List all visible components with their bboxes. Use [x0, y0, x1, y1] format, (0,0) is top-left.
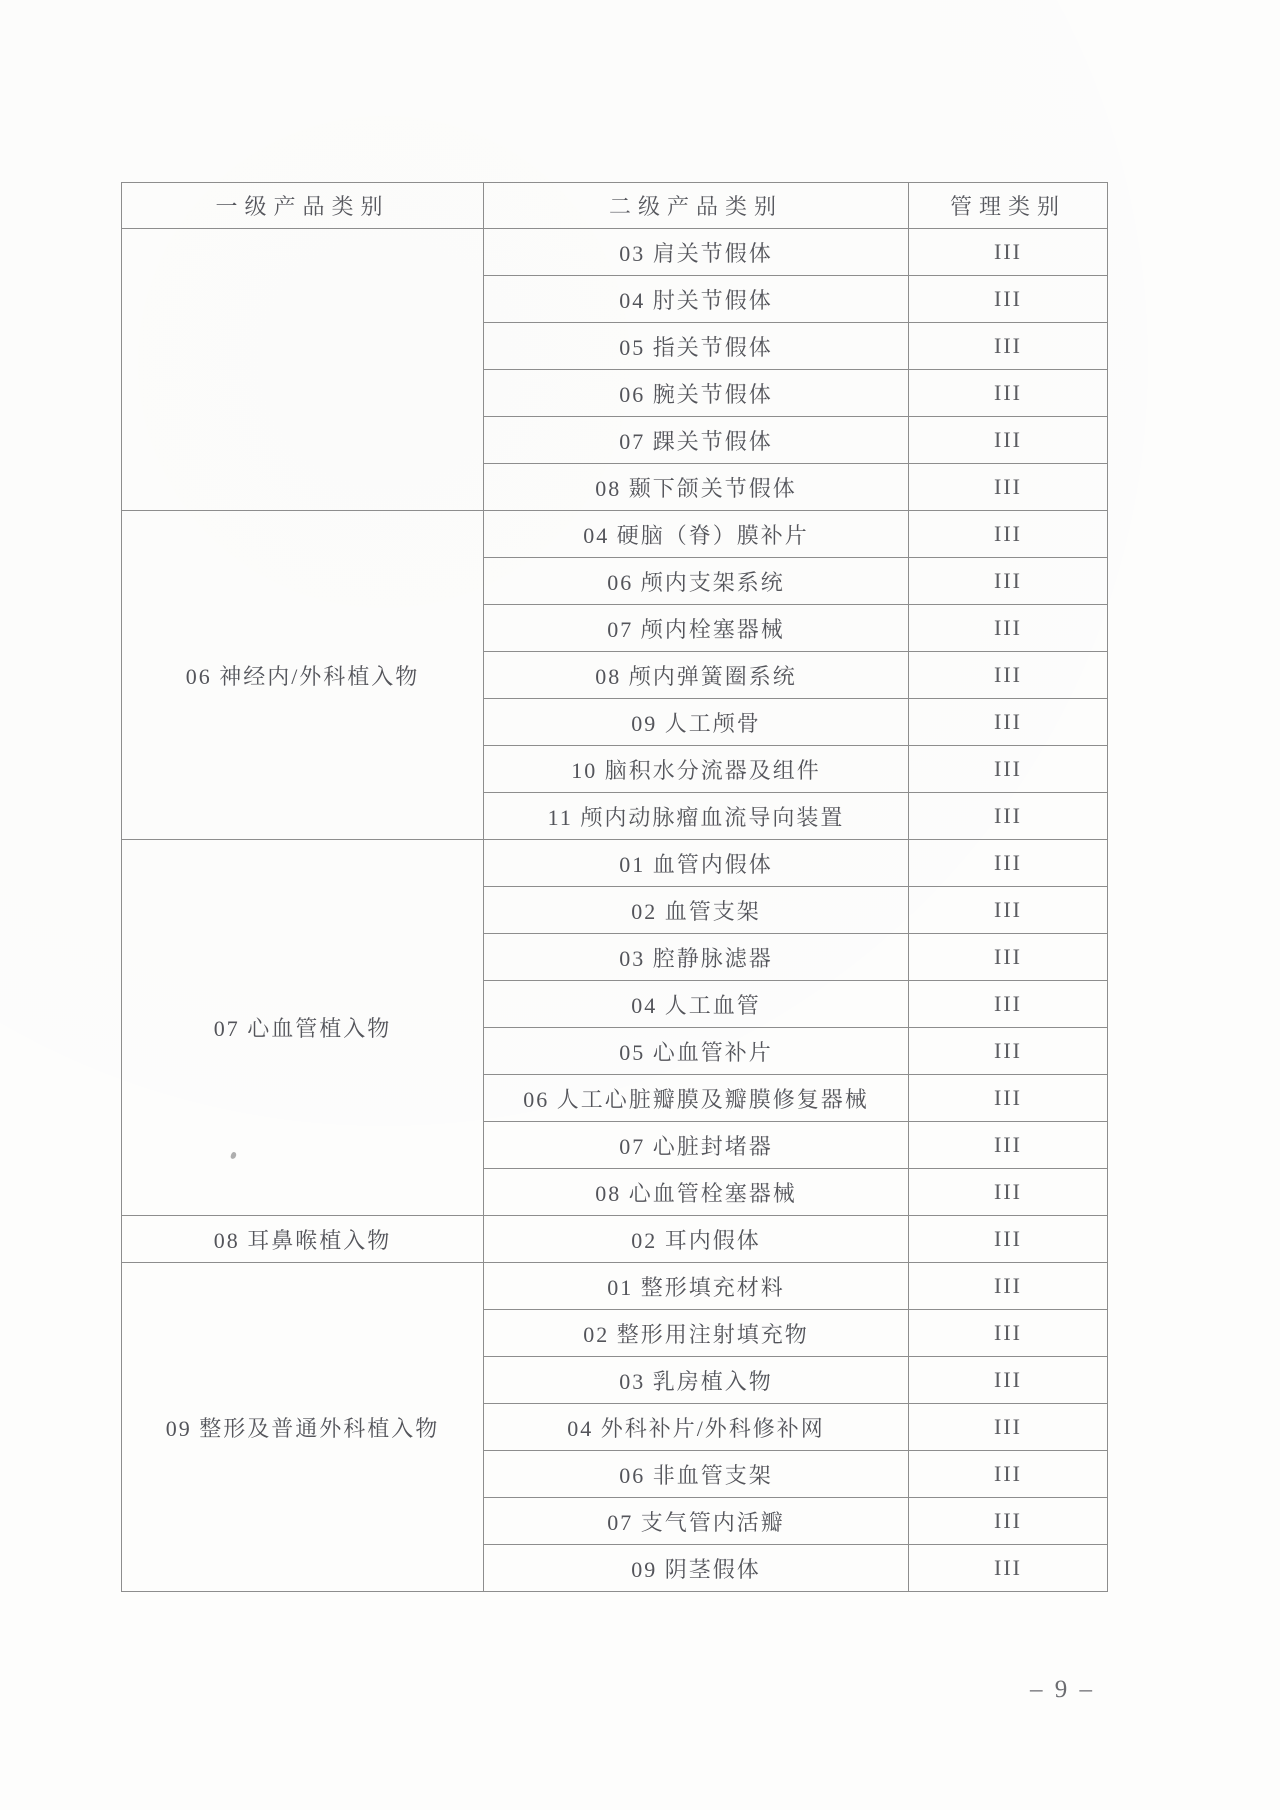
management-category-cell: III [909, 746, 1108, 793]
management-category-cell: III [909, 323, 1108, 370]
level1-category-cell [122, 229, 484, 511]
management-category-cell: III [909, 652, 1108, 699]
level2-category-cell: 06 人工心脏瓣膜及瓣膜修复器械 [484, 1075, 909, 1122]
level2-category-cell: 03 乳房植入物 [484, 1357, 909, 1404]
level1-category-cell: 08 耳鼻喉植入物 [122, 1216, 484, 1263]
level2-category-cell: 08 颞下颌关节假体 [484, 464, 909, 511]
level2-category-cell: 09 阴茎假体 [484, 1545, 909, 1592]
table-header-row [122, 183, 1108, 229]
level2-category-cell: 01 整形填充材料 [484, 1263, 909, 1310]
level2-category-cell: 04 外科补片/外科修补网 [484, 1404, 909, 1451]
level2-category-cell: 02 血管支架 [484, 887, 909, 934]
level2-category-cell: 02 耳内假体 [484, 1216, 909, 1263]
level2-category-cell: 09 人工颅骨 [484, 699, 909, 746]
header-level1-category: 一级产品类别 [122, 183, 484, 229]
management-category-cell: III [909, 1545, 1108, 1592]
management-category-cell: III [909, 1028, 1108, 1075]
table-row [122, 229, 1108, 276]
level2-category-cell: 08 心血管栓塞器械 [484, 1169, 909, 1216]
management-category-cell: III [909, 1357, 1108, 1404]
management-category-cell: III [909, 840, 1108, 887]
management-category-cell: III [909, 1310, 1108, 1357]
management-category-cell: III [909, 793, 1108, 840]
table-row [122, 1263, 1108, 1310]
level1-category-cell: 07 心血管植入物 [122, 840, 484, 1216]
management-category-cell: III [909, 1451, 1108, 1498]
management-category-cell: III [909, 511, 1108, 558]
management-category-cell: III [909, 1263, 1108, 1310]
management-category-cell: III [909, 417, 1108, 464]
level2-category-cell: 06 非血管支架 [484, 1451, 909, 1498]
level2-category-cell: 04 硬脑（脊）膜补片 [484, 511, 909, 558]
level1-category-cell: 06 神经内/外科植入物 [122, 511, 484, 840]
level2-category-cell: 04 肘关节假体 [484, 276, 909, 323]
management-category-cell: III [909, 276, 1108, 323]
level2-category-cell: 07 支气管内活瓣 [484, 1498, 909, 1545]
management-category-cell: III [909, 1216, 1108, 1263]
table-row [122, 840, 1108, 887]
management-category-cell: III [909, 1169, 1108, 1216]
management-category-cell: III [909, 1075, 1108, 1122]
management-category-cell: III [909, 699, 1108, 746]
level2-category-cell: 07 颅内栓塞器械 [484, 605, 909, 652]
management-category-cell: III [909, 1498, 1108, 1545]
level2-category-cell: 07 心脏封堵器 [484, 1122, 909, 1169]
level2-category-cell: 03 肩关节假体 [484, 229, 909, 276]
table-row [122, 1216, 1108, 1263]
management-category-cell: III [909, 464, 1108, 511]
level2-category-cell: 04 人工血管 [484, 981, 909, 1028]
header-level2-category: 二级产品类别 [484, 183, 909, 229]
management-category-cell: III [909, 1404, 1108, 1451]
page-number: – 9 – [1030, 1676, 1095, 1703]
level2-category-cell: 07 踝关节假体 [484, 417, 909, 464]
header-management-category: 管理类别 [909, 183, 1108, 229]
level2-category-cell: 10 脑积水分流器及组件 [484, 746, 909, 793]
management-category-cell: III [909, 605, 1108, 652]
management-category-cell: III [909, 981, 1108, 1028]
management-category-cell: III [909, 558, 1108, 605]
level2-category-cell: 01 血管内假体 [484, 840, 909, 887]
level2-category-cell: 05 指关节假体 [484, 323, 909, 370]
table-row [122, 511, 1108, 558]
level2-category-cell: 02 整形用注射填充物 [484, 1310, 909, 1357]
level2-category-cell: 05 心血管补片 [484, 1028, 909, 1075]
table-body [122, 229, 1108, 1592]
management-category-cell: III [909, 1122, 1108, 1169]
level2-category-cell: 06 颅内支架系统 [484, 558, 909, 605]
management-category-cell: III [909, 934, 1108, 981]
level1-category-cell: 09 整形及普通外科植入物 [122, 1263, 484, 1592]
level2-category-cell: 03 腔静脉滤器 [484, 934, 909, 981]
management-category-cell: III [909, 229, 1108, 276]
level2-category-cell: 06 腕关节假体 [484, 370, 909, 417]
level2-category-cell: 08 颅内弹簧圈系统 [484, 652, 909, 699]
level2-category-cell: 11 颅内动脉瘤血流导向装置 [484, 793, 909, 840]
classification-table [121, 182, 1108, 1592]
management-category-cell: III [909, 887, 1108, 934]
management-category-cell: III [909, 370, 1108, 417]
